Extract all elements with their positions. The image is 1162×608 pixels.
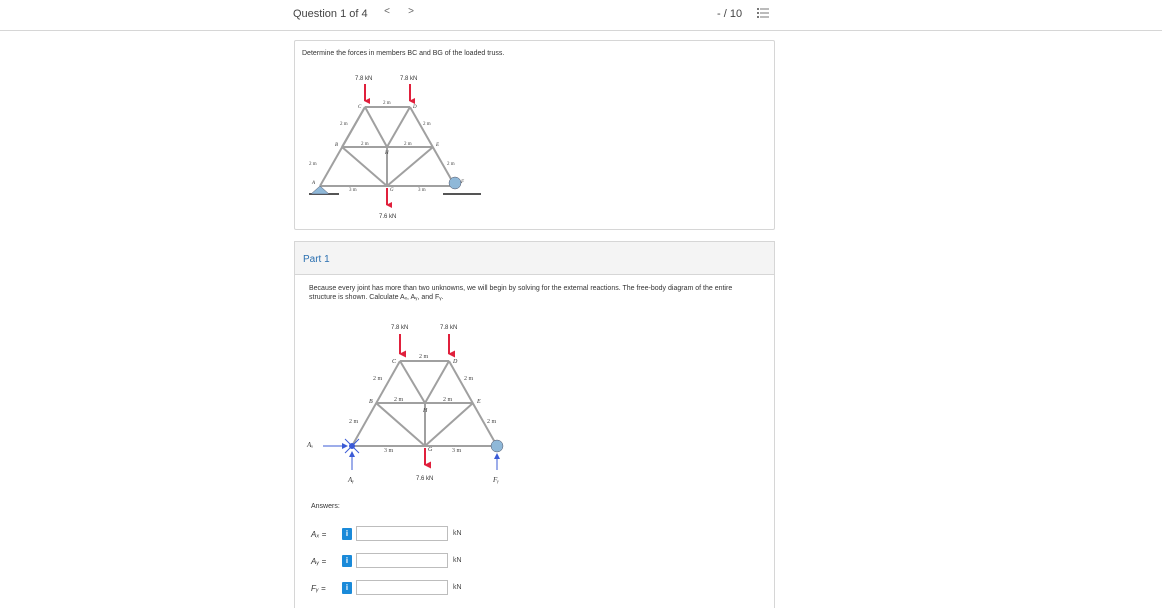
node-label: F (461, 180, 465, 185)
prev-question-button[interactable]: < (384, 6, 390, 17)
roller-icon (491, 440, 503, 452)
node-label: C (392, 359, 397, 365)
dim-label: 2 m (419, 354, 429, 360)
node-label: D (453, 359, 458, 365)
roller-support-icon (449, 177, 461, 189)
load-label-left: 7.8 kN (355, 76, 373, 82)
dim-label: 2 m (349, 419, 359, 425)
pin-support-icon (311, 186, 329, 194)
answer-input-ay[interactable] (356, 553, 448, 568)
reaction-ay-label: Aᵧ (348, 476, 354, 484)
part-1-panel (294, 241, 775, 608)
node-label: E (436, 143, 440, 148)
dim-label: 3 m (452, 448, 462, 454)
answer-row-fy (295, 580, 495, 596)
answer-input-fy[interactable] (356, 580, 448, 595)
dim-label: 2 m (404, 142, 412, 147)
truss-diagram (295, 41, 774, 229)
dim-label: 2 m (309, 162, 317, 167)
question-counter: Question 1 of 4 (293, 8, 368, 20)
answer-label: Aₓ = (311, 530, 327, 539)
dim-label: 2 m (464, 376, 474, 382)
top-bar (0, 0, 1162, 31)
dim-label: 2 m (373, 376, 383, 382)
reaction-fy-label: Fᵧ (493, 476, 499, 484)
unit-label: kN (453, 584, 462, 591)
answer-label: Fᵧ = (311, 584, 326, 593)
reaction-ax-label: Aₓ (307, 441, 314, 449)
node-label: G (428, 447, 433, 453)
unit-label: kN (453, 557, 462, 564)
node-label: B (335, 143, 339, 148)
answer-input-ax[interactable] (356, 526, 448, 541)
load-label-left: 7.8 kN (391, 325, 409, 331)
question-panel (294, 40, 775, 230)
dim-label: 2 m (383, 101, 391, 106)
dim-label: 2 m (443, 397, 453, 403)
dim-label: 2 m (487, 419, 497, 425)
node-label: C (358, 105, 362, 110)
answer-label: Aᵧ = (311, 557, 327, 566)
info-icon[interactable]: i (342, 555, 352, 567)
free-body-diagram (295, 320, 774, 490)
answer-row-ax (295, 526, 495, 542)
score-display: - / 10 (717, 8, 743, 20)
load-label-right: 7.8 kN (440, 325, 458, 331)
load-label-bottom: 7.6 kN (379, 214, 397, 220)
part-header[interactable] (295, 242, 774, 275)
info-icon[interactable]: i (342, 582, 352, 594)
fbd-members (352, 361, 497, 446)
dim-label: 3 m (384, 448, 394, 454)
answer-row-ay (295, 553, 495, 569)
node-label: B (369, 399, 373, 405)
dim-label: 2 m (447, 162, 455, 167)
part-title: Part 1 (303, 254, 330, 265)
dim-label: 2 m (423, 122, 431, 127)
part-instructions: Because every joint has more than two unknowns, we will begin by solving for the external reactions. The free-body diagram of the entire structure is shown. Calculate Aₓ, Aᵧ, and Fᵧ. (309, 285, 733, 301)
dim-label: 2 m (394, 397, 404, 403)
dim-label: 3 m (349, 188, 357, 193)
node-label: H (423, 408, 428, 414)
node-label: A (312, 181, 316, 186)
list-icon[interactable] (757, 8, 769, 18)
truss-members (320, 107, 455, 186)
load-label-bottom: 7.6 kN (416, 476, 434, 482)
node-label: H (385, 151, 389, 156)
dim-label: 2 m (361, 142, 369, 147)
next-question-button[interactable]: > (408, 6, 414, 17)
load-label-right: 7.8 kN (400, 76, 418, 82)
node-label: G (390, 188, 394, 193)
dim-label: 3 m (418, 188, 426, 193)
question-text: Determine the forces in members BC and BG of the loaded truss. (302, 50, 505, 57)
node-label: D (413, 105, 417, 110)
info-icon[interactable]: i (342, 528, 352, 540)
unit-label: kN (453, 530, 462, 537)
answers-label: Answers: (311, 503, 340, 510)
node-label: E (477, 399, 481, 405)
dim-label: 2 m (340, 122, 348, 127)
